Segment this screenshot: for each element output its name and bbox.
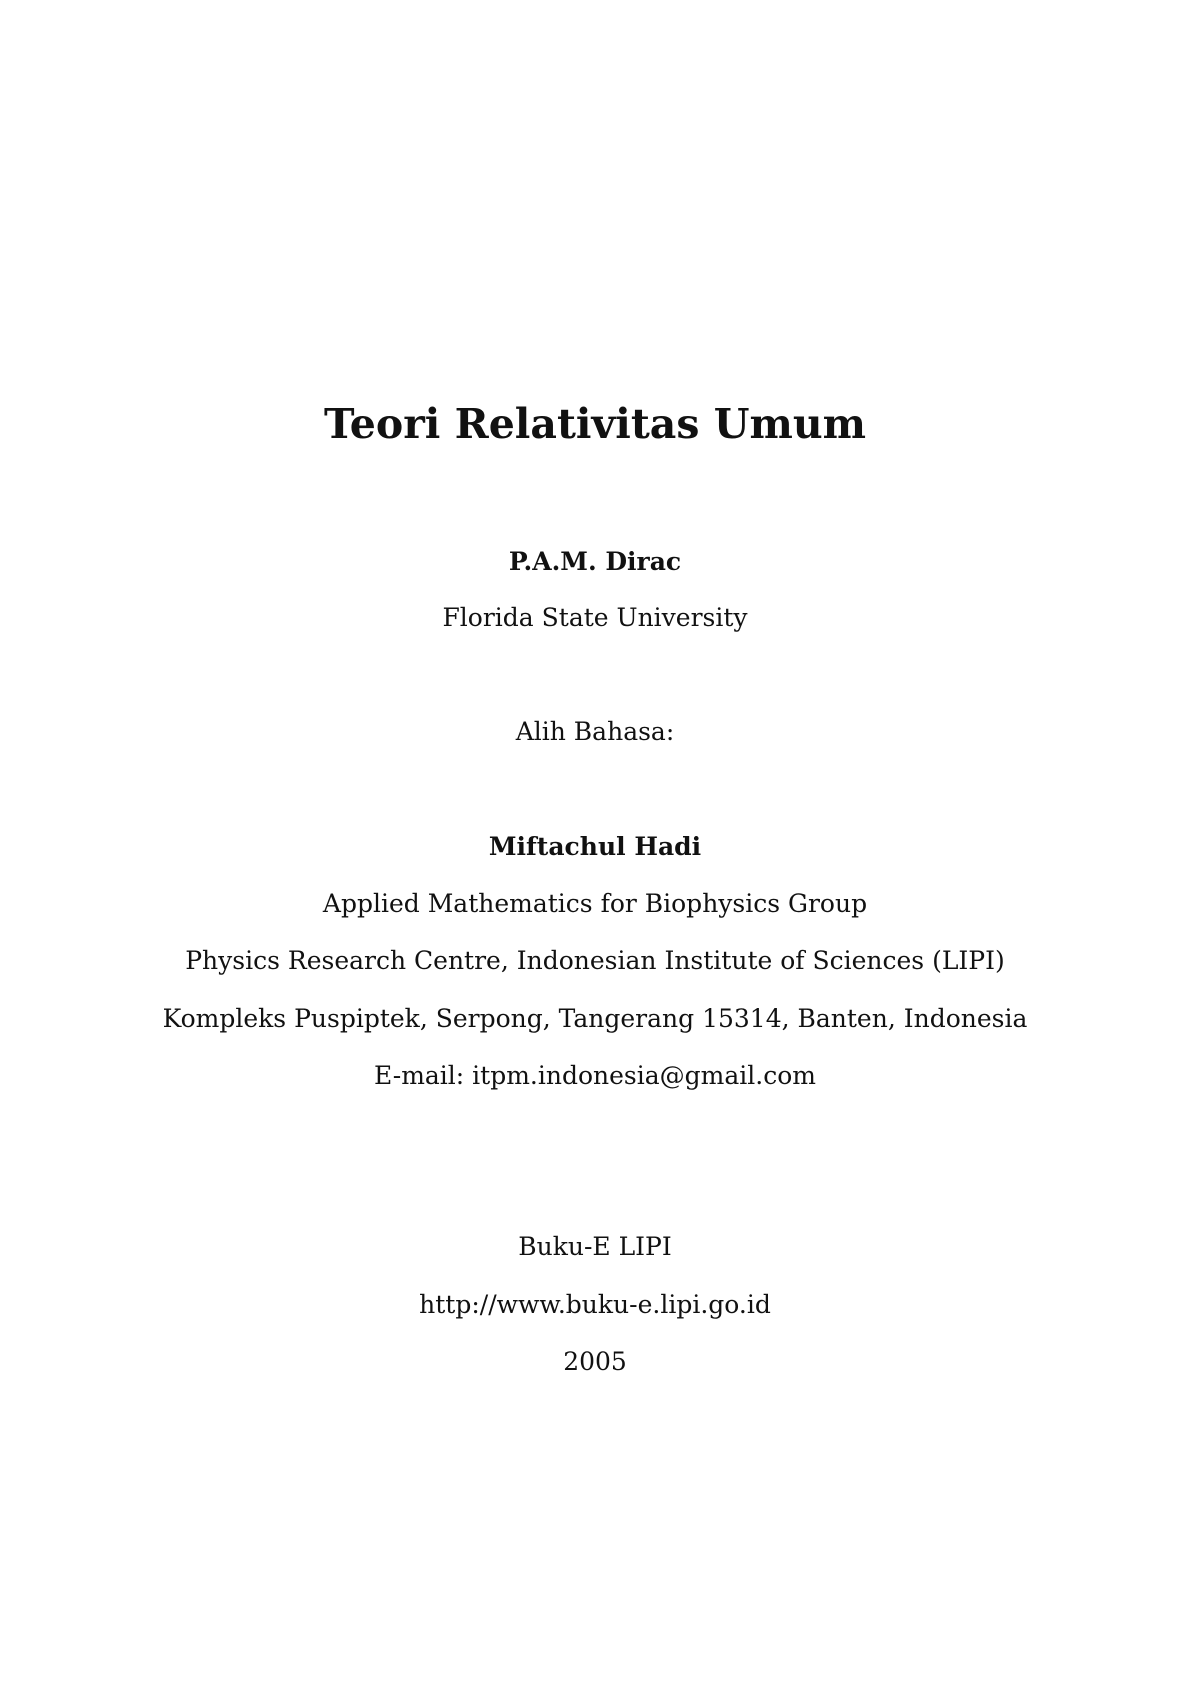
publication-year: 2005 [563, 1347, 627, 1376]
publisher-url: http://www.buku-e.lipi.go.id [419, 1290, 771, 1319]
translator-email-line: E-mail: itpm.indonesia@gmail.com [374, 1061, 816, 1090]
translator-affiliation-line: Physics Research Centre, Indonesian Institute of Sciences (LIPI) [185, 946, 1005, 975]
translator-affiliation-line: Applied Mathematics for Biophysics Group [322, 889, 868, 918]
translator-name: Miftachul Hadi [488, 832, 702, 861]
translator-address-line: Kompleks Puspiptek, Serpong, Tangerang 15314, Banten, Indonesia [162, 1004, 1028, 1033]
document-title: Teori Relativitas Umum [323, 400, 867, 448]
publisher-name: Buku-E LIPI [518, 1232, 672, 1261]
translation-label: Alih Bahasa: [515, 717, 675, 746]
author-name: P.A.M. Dirac [508, 547, 682, 576]
author-affiliation: Florida State University [442, 603, 748, 632]
